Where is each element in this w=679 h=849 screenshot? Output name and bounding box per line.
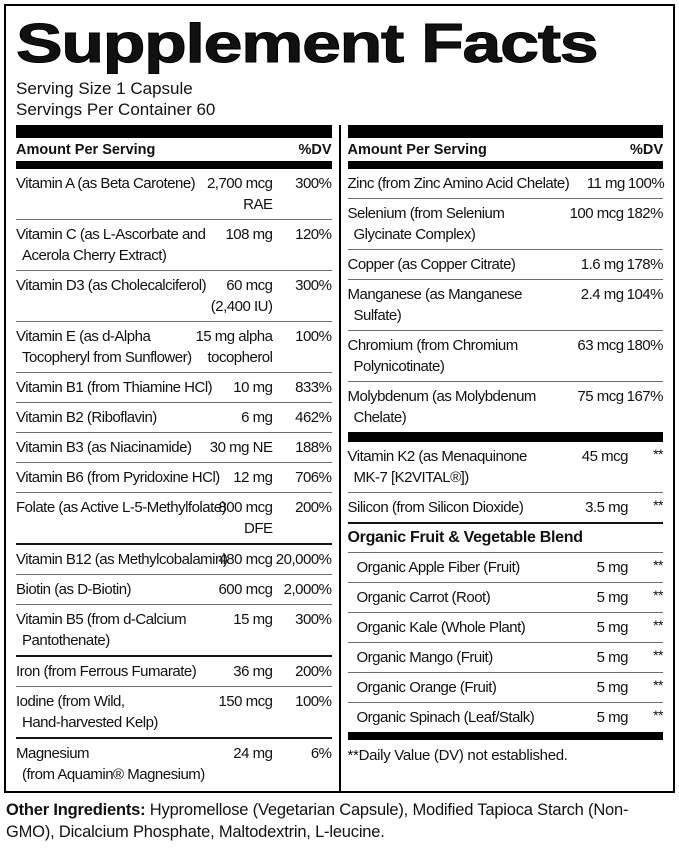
nutrient-row [16,462,332,492]
nutrient-amount [209,743,273,785]
nutrient-name-line: Vitamin E (as d-Alpha [16,328,151,346]
nutrient-amount-line: (2,400 IU) [210,298,273,316]
nutrient-name [16,275,206,317]
nutrient-name-line: Silicon (from Silicon Dioxide) [347,499,524,517]
nutrient-dv: ** [653,497,663,514]
nutrient-name-line: Selenium (from Selenium [347,205,505,223]
nutrient-name [16,691,206,733]
nutrient-amount [209,407,273,428]
nutrient-row [348,612,664,642]
nutrient-name [348,386,561,428]
nutrient-name-line: Zinc (from Zinc Amino Acid Chelate) [347,175,570,193]
nutrient-column-right [339,125,664,791]
nutrient-name-line: Vitamin B5 (from d-Calcium [16,611,187,629]
nutrient-row [16,737,332,789]
nutrient-name [348,446,566,488]
nutrient-amount-line: tocopherol [207,349,273,367]
nutrient-dv: ** [653,587,663,604]
nutrient-name [348,284,561,326]
nutrient-name [348,497,566,518]
nutrient-row [348,582,664,612]
nutrient-name-line: Glycinate Complex) [353,226,476,244]
nutrient-amount-line: DFE [244,520,273,538]
nutrient-column-left [16,125,339,791]
nutrient-row [348,642,664,672]
nutrient-name [16,497,227,539]
nutrient-row [16,270,332,321]
nutrient-row [16,321,332,372]
nutrient-dv: 188% [295,439,332,457]
nutrient-amount-line: 10 mg [233,379,273,397]
nutrient-row [348,279,664,330]
nutrient-amount [564,335,624,377]
nutrient-row [16,402,332,432]
nutrient-dv: 2,000% [283,581,332,599]
nutrient-amount-line: 12 mg [233,469,273,487]
nutrient-name-line: Organic Kale (Whole Plant) [356,619,526,637]
divider-bar [348,125,664,138]
divider-bar [348,432,664,442]
divider-bar [16,125,332,138]
nutrient-amount-line: 480 mcg [218,551,273,569]
nutrient-amount [209,609,273,651]
percent-dv-header: %DV [298,142,332,159]
nutrient-amount-line: 100 mcg [569,205,624,223]
nutrient-dv: 200% [295,663,332,681]
nutrient-dv: 178% [626,256,663,274]
nutrient-name [348,203,561,245]
nutrient-row [348,672,664,702]
divider-bar [348,161,664,169]
nutrient-amount [209,549,273,570]
nutrient-amount [565,173,625,194]
column-header-row [348,138,664,161]
nutrient-row [348,330,664,381]
nutrient-dv: 833% [295,379,332,397]
column-header-row [16,138,332,161]
nutrient-amount-line: 15 mg alpha [195,328,273,346]
nutrient-amount-line: 600 mcg [218,581,273,599]
nutrient-dv: 180% [626,337,663,355]
nutrient-amount [568,497,628,518]
nutrient-amount-line: 75 mcg [577,388,624,406]
nutrient-amount-line: 11 mg [586,175,625,193]
nutrient-name [16,173,204,215]
nutrient-amount-line: 5 mg [596,619,628,637]
nutrient-name-line: Magnesium [16,745,90,763]
nutrient-row [16,686,332,737]
nutrient-name [16,661,206,682]
divider-bar [348,732,664,740]
nutrient-dv: ** [653,446,663,463]
nutrient-amount-line: 45 mcg [581,448,628,466]
nutrient-row [16,492,332,543]
nutrient-row [348,169,664,198]
nutrient-name [16,437,206,458]
nutrient-dv: 200% [295,499,332,517]
nutrient-name [16,224,206,266]
nutrient-name [348,587,566,608]
nutrient-row [16,372,332,402]
nutrient-name-line: Folate (as Active L-5-Methylfolate) [16,499,227,517]
other-ingredients-text [6,800,673,843]
daily-value-footnote: **Daily Value (DV) not established. [347,747,568,765]
nutrient-amount-line: 6 mg [241,409,273,427]
nutrient-amount [209,437,273,458]
nutrient-name [16,743,206,785]
nutrient-amount-line: 36 mg [233,663,273,681]
nutrient-name-line: Vitamin B3 (as Niacinamide) [16,439,192,457]
nutrient-name [348,677,566,698]
nutrient-name-line: Acerola Cherry Extract) [22,247,167,265]
nutrient-name-line: Tocopheryl from Sunflower) [22,349,192,367]
nutrient-amount-line: 30 mg NE [209,439,273,457]
amount-per-serving-header: Amount Per Serving [16,142,156,159]
nutrient-name-line: Hand-harvested Kelp) [22,714,158,732]
nutrient-name-line: Vitamin B12 (as Methylcobalamin) [16,551,228,569]
nutrient-dv: 6% [310,745,332,763]
nutrient-amount-line: 2,700 mcg [206,175,273,193]
nutrient-amount [209,224,273,266]
supplement-facts-panel [4,4,675,793]
servings-per-container-line: Servings Per Container 60 [16,99,216,119]
nutrient-dv: 100% [295,328,332,346]
nutrient-name [16,467,220,488]
serving-size-line: Serving Size 1 Capsule [16,79,193,98]
nutrient-name-line: Vitamin D3 (as Cholecalciferol) [16,277,207,295]
nutrient-amount [209,691,273,733]
nutrient-name-line: Organic Carrot (Root) [356,589,491,607]
nutrient-amount-line: 24 mg [233,745,273,763]
nutrient-name [348,647,566,668]
nutrient-columns [16,125,663,791]
nutrient-amount [568,617,628,638]
nutrient-amount-line: 63 mcg [577,337,624,355]
nutrient-row [16,543,332,574]
nutrient-dv: 120% [295,226,332,244]
nutrient-amount [568,446,628,488]
nutrient-name-line: Manganese (as Manganese [347,286,522,304]
nutrient-dv: ** [653,647,663,664]
nutrient-dv: 300% [295,175,332,193]
nutrient-amount-line: 5 mg [596,709,628,727]
nutrient-dv: 20,000% [275,551,332,569]
nutrient-name [348,707,566,728]
nutrient-name-line: (from Aquamin® Magnesium) [22,766,205,784]
nutrient-amount [209,275,273,317]
nutrient-name-line: MK-7 [K2VITAL®]) [353,469,469,487]
nutrient-amount [568,587,628,608]
nutrient-amount-line: 1.6 mg [580,256,624,274]
nutrient-row [16,604,332,655]
nutrient-name-line: Vitamin B2 (Riboflavin) [16,409,157,427]
nutrient-name-line: Vitamin C (as L-Ascorbate and [16,226,206,244]
nutrient-dv: ** [653,557,663,574]
nutrient-dv: 167% [626,388,663,406]
nutrient-dv: 300% [295,277,332,295]
nutrient-row [348,702,664,732]
nutrient-dv: 182% [626,205,663,223]
nutrient-name-line: Chelate) [353,409,407,427]
nutrient-row [348,198,664,249]
nutrient-name-line: Vitamin B6 (from Pyridoxine HCl) [16,469,220,487]
nutrient-row [16,655,332,686]
nutrient-name [16,579,206,600]
nutrient-row [348,442,664,492]
nutrient-name [348,335,561,377]
nutrient-name-line: Vitamin A (as Beta Carotene) [16,175,196,193]
nutrient-amount-line: 5 mg [596,679,628,697]
nutrient-amount-line: 60 mcg [226,277,273,295]
nutrient-amount [195,326,272,368]
nutrient-amount-line: 2.4 mg [580,286,624,304]
nutrient-row [348,381,664,432]
nutrient-amount-line: 5 mg [596,559,628,577]
nutrient-dv: 706% [295,469,332,487]
nutrient-name [347,173,570,194]
nutrient-row [16,574,332,604]
nutrient-amount-line: 5 mg [596,649,628,667]
nutrient-amount-line: 800 mcg [218,499,273,517]
nutrient-amount [564,386,624,428]
nutrient-amount [209,497,273,539]
nutrient-amount-line: RAE [243,196,273,214]
nutrient-dv: 300% [295,611,332,629]
nutrient-name-line: Biotin (as D-Biotin) [16,581,132,599]
nutrient-amount [568,647,628,668]
nutrient-amount [209,377,273,398]
nutrient-name [348,254,561,275]
nutrient-name-line: Chromium (from Chromium [347,337,518,355]
nutrient-name-line: Organic Mango (Fruit) [356,649,493,667]
nutrient-amount [568,557,628,578]
amount-per-serving-header: Amount Per Serving [347,142,487,159]
nutrient-name-line: Organic Spinach (Leaf/Stalk) [356,709,535,727]
nutrient-name-line: Molybdenum (as Molybdenum [347,388,536,406]
nutrient-amount [207,173,273,215]
nutrient-name [16,609,206,651]
nutrient-amount [209,579,273,600]
nutrient-row [348,249,664,279]
divider-bar [16,161,332,169]
nutrient-amount-line: 15 mg [233,611,273,629]
nutrient-row [16,219,332,270]
nutrient-name-line: Pantothenate) [22,632,110,650]
panel-title: Supplement Facts [16,12,598,74]
nutrient-name-line: Vitamin K2 (as Menaquinone [347,448,527,466]
nutrient-amount [564,203,624,245]
nutrient-amount [209,467,273,488]
nutrient-amount [568,707,628,728]
nutrient-amount [564,254,624,275]
nutrient-dv: ** [653,707,663,724]
nutrient-name-line: Vitamin B1 (from Thiamine HCl) [16,379,213,397]
nutrient-name-line: Sulfate) [353,307,402,325]
nutrient-name [16,407,206,428]
nutrient-dv: ** [653,617,663,634]
other-ingredients-list: Hypromellose (Vegetarian Capsule), Modified Tapioca Starch (Non-GMO), Dicalcium Phosphate, Maltodextrin, L-leucine. [6,801,629,841]
nutrient-dv: 100% [295,693,332,711]
nutrient-name [16,549,228,570]
nutrient-dv: ** [653,677,663,694]
nutrient-row [348,552,664,582]
other-ingredients-label: Other Ingredients: [6,801,146,820]
nutrient-name-line: Polynicotinate) [353,358,445,376]
nutrient-name-line: Organic Apple Fiber (Fruit) [356,559,520,577]
nutrient-row [348,492,664,522]
nutrient-dv: 462% [295,409,332,427]
nutrient-row [16,169,332,219]
nutrient-amount-line: 3.5 mg [585,499,628,517]
nutrient-name [16,377,213,398]
nutrient-row [16,432,332,462]
nutrient-name-line: Iron (from Ferrous Fumarate) [16,663,197,681]
nutrient-amount [568,677,628,698]
percent-dv-header: %DV [629,142,663,159]
nutrient-dv: 104% [626,286,663,304]
nutrient-amount-line: 5 mg [596,589,628,607]
nutrient-name [348,617,566,638]
nutrient-amount-line: 150 mcg [218,693,273,711]
nutrient-name-line: Copper (as Copper Citrate) [347,256,516,274]
nutrient-amount [209,661,273,682]
nutrient-name [16,326,192,368]
nutrient-amount [564,284,624,326]
nutrient-amount-line: 108 mg [225,226,273,244]
nutrient-name-line: Iodine (from Wild, [16,693,125,711]
nutrient-dv: 100% [627,175,665,193]
nutrient-name-line: Organic Orange (Fruit) [356,679,497,697]
section-header-organic-blend: Organic Fruit & Vegetable Blend [348,522,664,552]
nutrient-name [348,557,566,578]
